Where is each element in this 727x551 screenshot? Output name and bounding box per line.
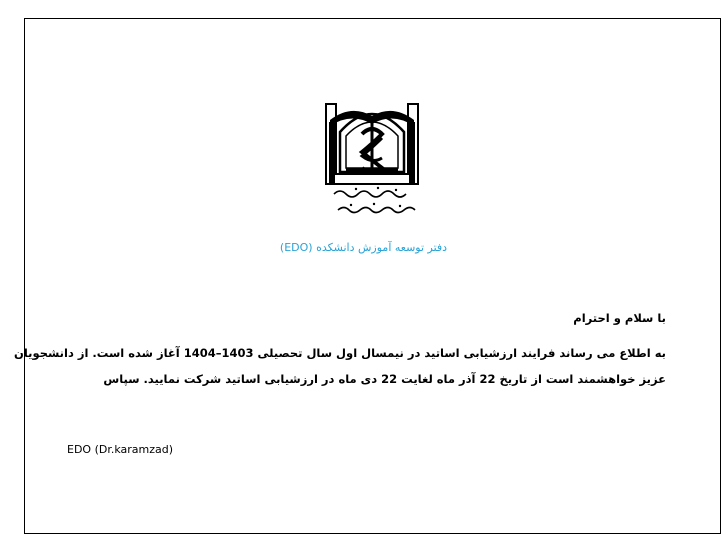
signature: EDO (Dr.karamzad) bbox=[67, 443, 174, 456]
logo-caption-stroke-2 bbox=[338, 208, 415, 213]
greeting: با سلام و احترام bbox=[573, 311, 666, 325]
university-logo-graphic bbox=[316, 98, 428, 224]
logo-right-pillar bbox=[409, 122, 415, 184]
document-page-frame bbox=[24, 18, 721, 534]
logo-caption-stroke-1 bbox=[334, 191, 406, 197]
body-line-2: عزیز خواهشمند است از تاریخ 22 آذر ماه لغایت 22 دی ماه در ارزشیابی اساتید شرکت نمایید. سپاس bbox=[103, 372, 666, 386]
body-line-1: به اطلاع می رساند فرایند ارزشیابی اساتید در نیمسال اول سال تحصیلی 1403–1404 آغاز شده است. از دانشجویان bbox=[14, 346, 666, 360]
logo-left-pillar bbox=[329, 122, 335, 184]
university-logo bbox=[316, 98, 428, 224]
logo-base bbox=[346, 168, 398, 172]
office-name: دفتر توسعه آموزش دانشکده (EDO) bbox=[279, 241, 448, 254]
